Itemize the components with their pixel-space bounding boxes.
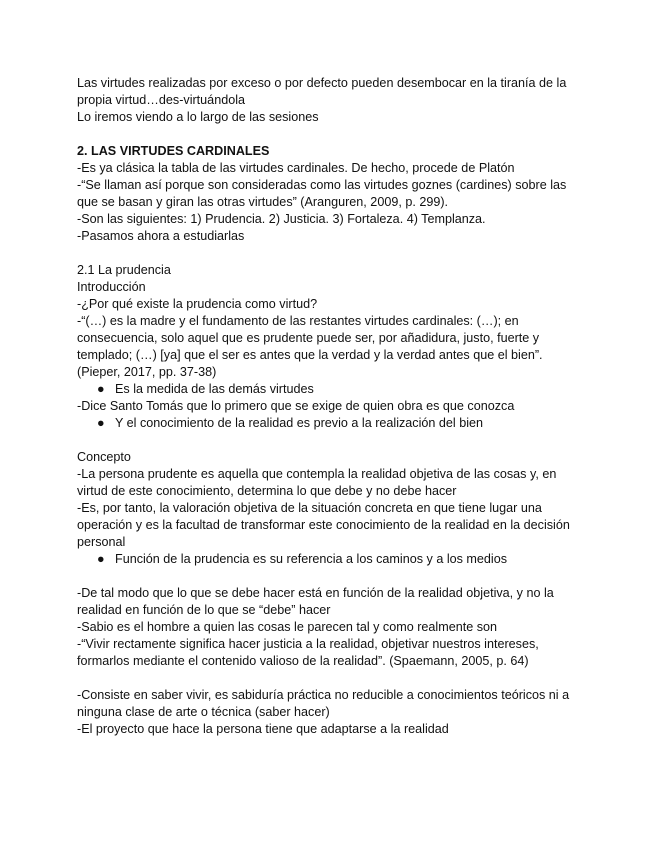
concepto-line: -El proyecto que hace la persona tiene que adaptarse a la realidad [77,722,449,736]
spacer [77,568,580,585]
intro-note: Lo iremos viendo a lo largo de las sesiones [77,110,319,124]
section-2-1-title: 2.1 La prudencia [77,263,171,277]
bullet-icon: ● [97,416,105,430]
concepto-line: -La persona prudente es aquella que contempla la realidad objetiva de las cosas y, en virtud de este conocimiento, determina lo que debe y no debe hacer [77,467,557,498]
spacer [77,245,580,262]
document-body [77,75,580,738]
section-2-line: -“Se llaman así porque son consideradas como las virtudes goznes (cardines) sobre las que se basan y giran las otras virtudes” (Aranguren, 2009, p. 299). [77,178,567,209]
section-2-line: -Son las siguientes: 1) Prudencia. 2) Justicia. 3) Fortaleza. 4) Templanza. [77,212,486,226]
santo-tomas-line: -Dice Santo Tomás que lo primero que se exige de quien obra es que conozca [77,399,515,413]
concepto-line: -Sabio es el hombre a quien las cosas le parecen tal y como realmente son [77,620,498,634]
bullet-icon: ● [97,382,105,396]
bullet-item [77,415,580,432]
prudencia-question: -¿Por qué existe la prudencia como virtud? [77,297,318,311]
concepto-line: -Es, por tanto, la valoración objetiva de la situación concreta en que tiene lugar una operación y es la facultad de transformar este conocimiento de la realidad en la decisión personal [77,501,570,549]
concepto-line: -Consiste en saber vivir, es sabiduría práctica no reducible a conocimientos teóricos ni a ninguna clase de arte o técnica (saber hacer) [77,688,570,719]
spacer [77,670,580,687]
section-2-line: -Es ya clásica la tabla de las virtudes cardinales. De hecho, procede de Platón [77,161,515,175]
spacer [77,126,580,143]
pieper-quote: -“(…) es la madre y el fundamento de las restantes virtudes cardinales: (…); en consecuencia, solo aquel que es prudente puede ser, por añadidura, justo, fuerte y templado; (…) [ya] que el ser es antes que la verdad y la verdad antes que el bien”. (Pieper, 2017, pp. 37-38) [77,314,543,379]
bullet-text: Función de la prudencia es su referencia a los caminos y a los medios [115,552,508,566]
bullet-icon: ● [97,552,105,566]
bullet-item [77,551,580,568]
bullet-text: Es la medida de las demás virtudes [115,382,314,396]
intro-paragraph: Las virtudes realizadas por exceso o por defecto pueden desembocar en la tiranía de la propia virtud…des-virtuándola [77,76,567,107]
concepto-line: -De tal modo que lo que se debe hacer está en función de la realidad objetiva, y no la realidad en función de lo que se “debe” hacer [77,586,554,617]
section-2-title: 2. LAS VIRTUDES CARDINALES [77,144,270,158]
concepto-heading: Concepto [77,450,131,464]
introduccion-heading: Introducción [77,280,146,294]
bullet-item [77,381,580,398]
spaemann-quote: -“Vivir rectamente significa hacer justicia a la realidad, objetivar nuestros intereses, formarlos mediante el contenido valioso de la realidad”. (Spaemann, 2005, p. 64) [77,637,539,668]
section-2-line: -Pasamos ahora a estudiarlas [77,229,245,243]
bullet-text: Y el conocimiento de la realidad es previo a la realización del bien [115,416,484,430]
spacer [77,432,580,449]
